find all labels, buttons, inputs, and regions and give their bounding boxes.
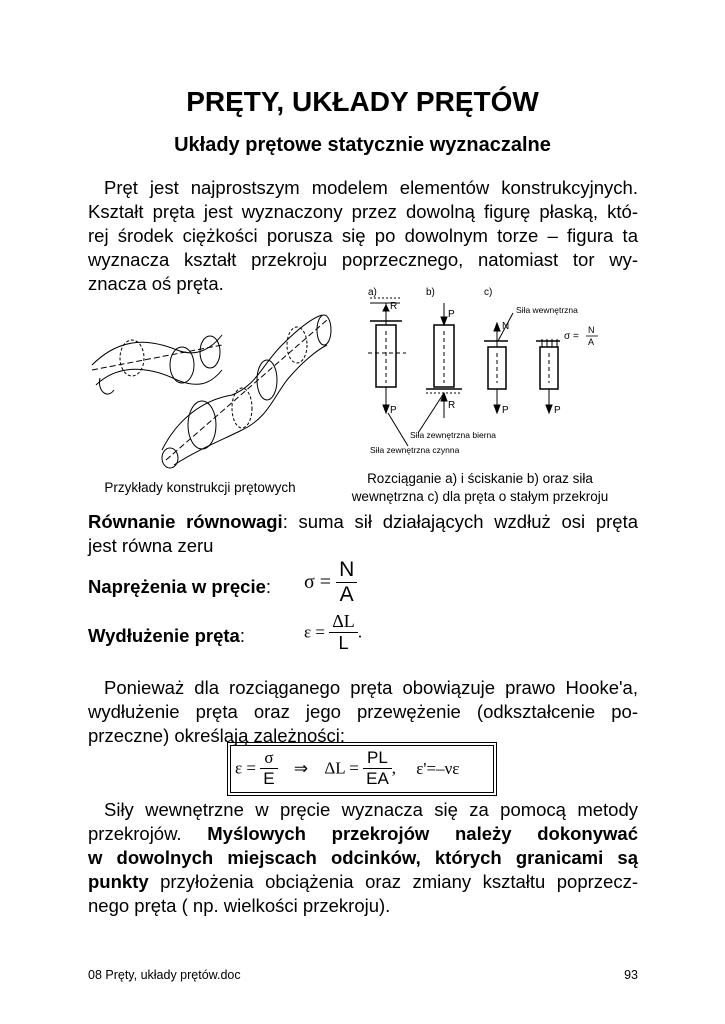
hooke-line: Ponieważ dla rozciąganego pręta obowiązuje prawo Hooke'a, bbox=[104, 677, 638, 698]
label-p-c1: P bbox=[502, 405, 509, 416]
elongation-lhs: ε = bbox=[304, 622, 325, 642]
elongation-term: Wydłużenie pręta bbox=[88, 625, 240, 646]
label-n-c: N bbox=[502, 321, 510, 332]
intro-line: znacza oś pręta. bbox=[88, 273, 224, 294]
equilibrium-term: Równanie równowagi bbox=[88, 511, 283, 532]
elongation-label bbox=[88, 625, 245, 647]
box-dl: ΔL = bbox=[324, 758, 359, 778]
label-c: c) bbox=[484, 287, 493, 298]
closing-bold-punkty: punkty bbox=[88, 871, 149, 892]
section-subtitle: Układy prętowe statycznie wyznaczalne bbox=[174, 134, 551, 156]
closing-line: Siły wewnętrzne w pręcie wyznacza się za pomocą metody bbox=[104, 799, 638, 820]
box-ea: EA bbox=[366, 769, 389, 788]
label-frac-den: A bbox=[588, 337, 595, 347]
stress-numerator: N bbox=[336, 558, 357, 583]
right-caption-line: wewnętrzna c) dla pręta o stałym przekroju bbox=[351, 489, 609, 504]
label-p-c2: P bbox=[554, 405, 561, 416]
box-pl: PL bbox=[363, 748, 392, 769]
label-active-force: Siła zewnętrzna czynna bbox=[370, 445, 460, 455]
right-caption-line: Rozciąganie a) i ściskanie b) oraz siła bbox=[367, 471, 593, 486]
intro-line: Pręt jest najprostszym modelem elementów konstrukcyjnych. bbox=[104, 177, 638, 198]
footer-filename: 08 Pręty, układy prętów.doc bbox=[88, 968, 241, 982]
elongation-fraction bbox=[329, 611, 358, 654]
closing-line bbox=[88, 870, 638, 894]
hooke-formula-box bbox=[230, 745, 494, 793]
closing-text: przyłożenia obciążenia oraz zmiany kształtu poprzecz- bbox=[148, 871, 638, 892]
elongation-denominator: L bbox=[338, 633, 349, 653]
label-p-a: P bbox=[390, 405, 397, 416]
hooke-line: wydłużenie pręta oraz jego przewężenie (odkształcenie po- bbox=[88, 701, 638, 722]
box-elongation-fraction bbox=[363, 748, 392, 789]
tension-compression-figure bbox=[348, 283, 608, 463]
box-implies: ⇒ bbox=[293, 758, 309, 778]
box-sigma: σ bbox=[260, 748, 277, 769]
hooke-paragraph bbox=[88, 676, 638, 748]
box-comma: , bbox=[391, 758, 397, 778]
closing-line: w dowolnych miejscach odcinków, których granicami są bbox=[88, 847, 638, 868]
intro-line: Kształt pręta jest wyznaczony przez dowolną figurę płaską, któ- bbox=[88, 201, 638, 222]
page-number: 93 bbox=[624, 968, 638, 982]
label-r-a: R bbox=[390, 301, 398, 312]
closing-paragraph bbox=[88, 798, 638, 918]
intro-line: wyznacza kształt przekroju poprzecznego, natomiast tor wy- bbox=[88, 249, 638, 270]
elongation-tail: . bbox=[357, 622, 363, 642]
stress-label bbox=[88, 576, 271, 598]
box-eps: ε = bbox=[235, 758, 256, 778]
box-e: E bbox=[263, 769, 275, 788]
stress-formula bbox=[304, 558, 357, 607]
label-passive-force: Siła zewnętrzna bierna bbox=[410, 430, 496, 440]
closing-text: przekrojów. bbox=[88, 823, 208, 844]
elongation-colon: : bbox=[239, 625, 245, 646]
closing-bold: Myślowych przekrojów należy dokonywać bbox=[207, 823, 638, 844]
elongation-numerator: ΔL bbox=[329, 611, 358, 633]
equilibrium-text: : suma sił działających wzdłuż osi pręta bbox=[282, 511, 638, 532]
hooke-line: przeczne) określają zależności: bbox=[88, 725, 346, 746]
right-figure-caption bbox=[330, 470, 630, 506]
label-r-b: R bbox=[448, 400, 456, 411]
label-p-b: P bbox=[448, 309, 455, 320]
equilibrium-paragraph bbox=[88, 510, 638, 558]
label-sigma: σ = bbox=[564, 331, 579, 342]
page-title: PRĘTY, UKŁADY PRĘTÓW bbox=[186, 86, 539, 117]
elongation-formula bbox=[304, 611, 362, 654]
stress-denominator: A bbox=[339, 583, 354, 606]
left-figure-caption: Przykłady konstrukcji prętowych bbox=[104, 480, 296, 495]
closing-line: nego pręta ( np. wielkości przekroju). bbox=[88, 895, 391, 916]
stress-colon: : bbox=[265, 576, 272, 597]
intro-paragraph bbox=[88, 176, 638, 296]
stress-lhs: σ = bbox=[304, 571, 332, 593]
intro-line: rej środek ciężkości porusza się po dowolnym torze – figura ta bbox=[88, 225, 638, 246]
box-eps-prime: ε'=–νε bbox=[416, 758, 460, 778]
closing-line bbox=[88, 822, 638, 846]
label-a: a) bbox=[368, 287, 377, 298]
stress-fraction bbox=[336, 558, 357, 607]
label-internal-force: Siła wewnętrzna bbox=[516, 305, 578, 315]
label-frac-num: N bbox=[588, 325, 595, 335]
rod-examples-figure bbox=[82, 290, 342, 470]
label-b: b) bbox=[426, 287, 435, 298]
equilibrium-line2: jest równa zeru bbox=[88, 535, 214, 556]
box-strain-fraction bbox=[260, 748, 277, 789]
stress-term: Naprężenia w pręcie bbox=[88, 576, 266, 597]
